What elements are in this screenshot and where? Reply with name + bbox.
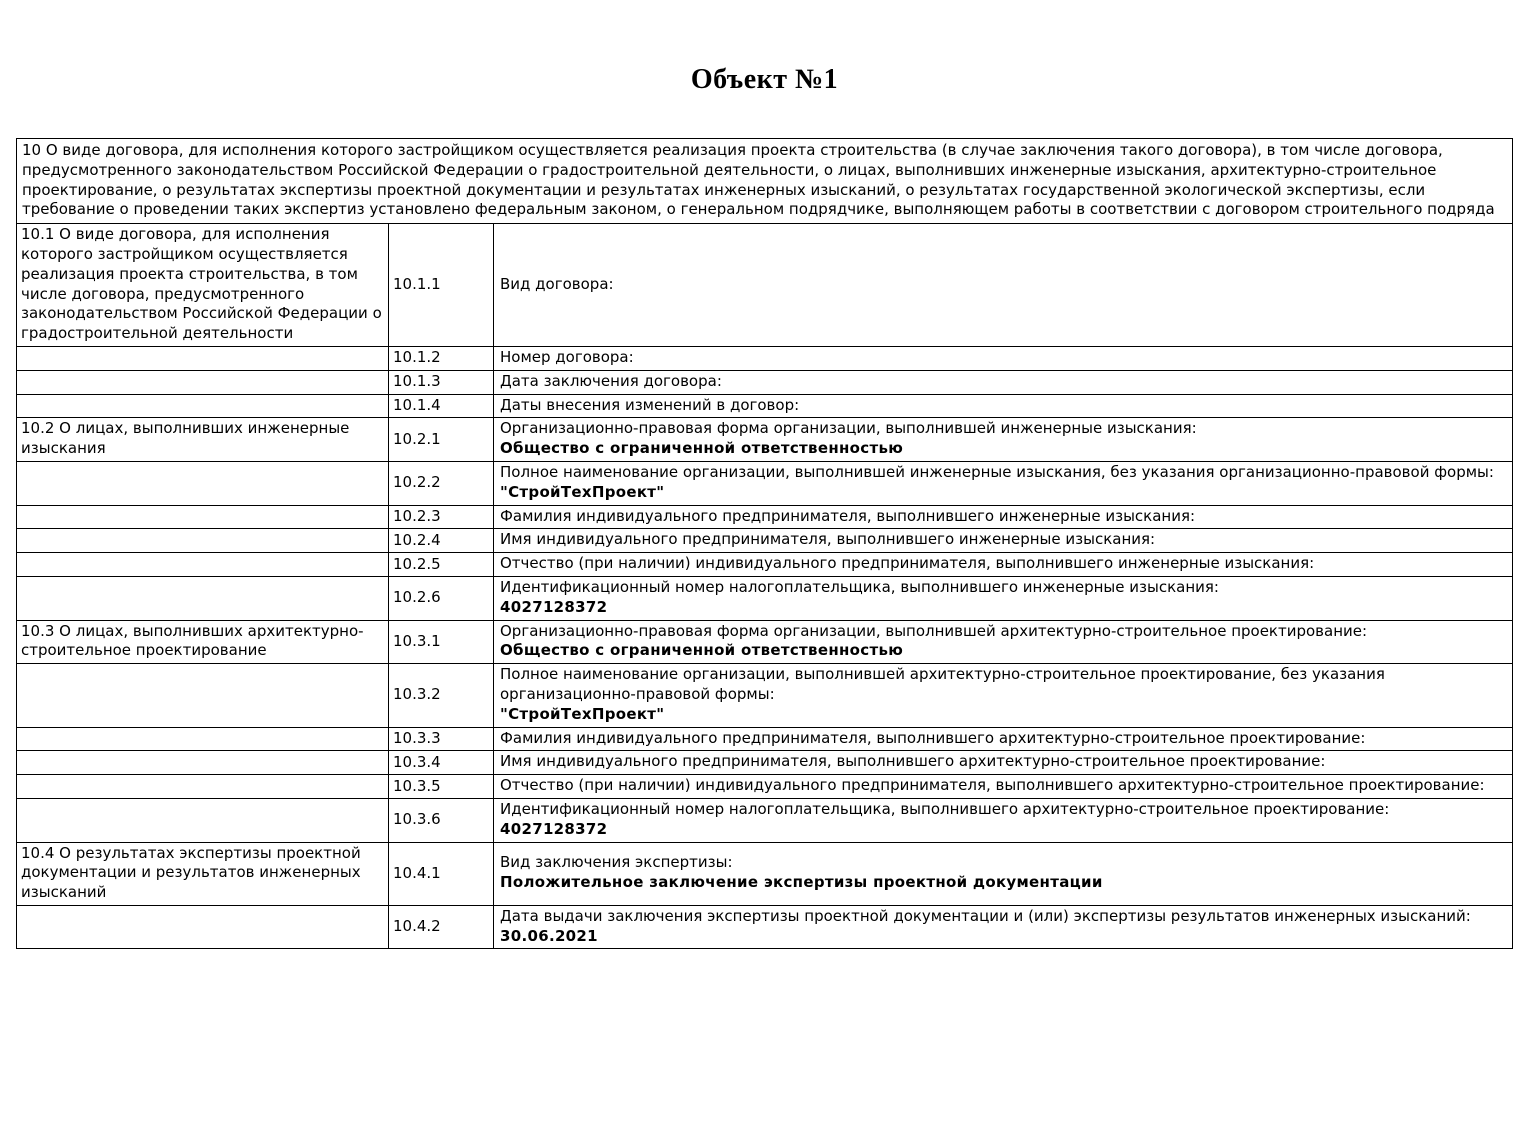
table-row xyxy=(17,461,1513,505)
row-label: Дата заключения договора: xyxy=(500,371,722,390)
row-content-cell xyxy=(494,529,1513,553)
row-label: Имя индивидуального предпринимателя, выполнившего архитектурно-строительное проектирование: xyxy=(500,752,1326,771)
table-row xyxy=(17,224,1513,347)
table-row xyxy=(17,346,1513,370)
row-category-cell xyxy=(17,505,389,529)
row-category-cell xyxy=(17,664,389,727)
row-category-cell xyxy=(17,346,389,370)
row-category-cell xyxy=(17,461,389,505)
row-category-cell xyxy=(17,576,389,620)
row-label: Идентификационный номер налогоплательщика, выполнившего инженерные изыскания: xyxy=(500,577,1219,596)
row-category-cell xyxy=(17,775,389,799)
row-value: Общество с ограниченной ответственностью xyxy=(500,641,904,660)
row-number-cell: 10.3.4 xyxy=(389,751,494,775)
table-row xyxy=(17,576,1513,620)
row-content-cell xyxy=(494,842,1513,905)
row-content-cell xyxy=(494,727,1513,751)
row-label: Имя индивидуального предпринимателя, выполнившего инженерные изыскания: xyxy=(500,530,1156,549)
row-value: 4027128372 xyxy=(500,819,608,838)
row-content-cell xyxy=(494,394,1513,418)
row-number-cell: 10.2.1 xyxy=(389,418,494,462)
row-number-cell: 10.1.1 xyxy=(389,224,494,347)
table-row xyxy=(17,775,1513,799)
row-category-cell xyxy=(17,727,389,751)
row-content-cell xyxy=(494,664,1513,727)
row-number-cell: 10.3.6 xyxy=(389,798,494,842)
row-value: 4027128372 xyxy=(500,597,608,616)
row-label: Даты внесения изменений в договор: xyxy=(500,395,800,414)
table-row xyxy=(17,664,1513,727)
row-content-cell xyxy=(494,775,1513,799)
row-content-cell xyxy=(494,751,1513,775)
row-category-cell xyxy=(17,798,389,842)
row-content-cell xyxy=(494,576,1513,620)
row-number-cell: 10.2.3 xyxy=(389,505,494,529)
table-row xyxy=(17,394,1513,418)
row-label: Вид договора: xyxy=(500,274,614,293)
row-label: Полное наименование организации, выполнившей инженерные изыскания, без указания организационно-правовой формы: xyxy=(500,462,1494,481)
row-label: Номер договора: xyxy=(500,347,634,366)
row-content-cell xyxy=(494,224,1513,347)
row-number-cell: 10.3.3 xyxy=(389,727,494,751)
row-number-cell: 10.2.6 xyxy=(389,576,494,620)
row-label: Полное наименование организации, выполнившей архитектурно-строительное проектирование, без указания организационно-правовой формы: xyxy=(500,665,1385,703)
row-number-cell: 10.2.2 xyxy=(389,461,494,505)
table-row xyxy=(17,727,1513,751)
section-header-row xyxy=(17,139,1513,224)
row-label: Организационно-правовая форма организации, выполнившей архитектурно-строительное проектирование: xyxy=(500,621,1368,640)
row-content-cell xyxy=(494,505,1513,529)
row-value: 30.06.2021 xyxy=(500,926,598,945)
row-category-cell xyxy=(17,370,389,394)
table-row xyxy=(17,842,1513,905)
row-content-cell xyxy=(494,620,1513,664)
row-number-cell: 10.3.2 xyxy=(389,664,494,727)
row-category-cell: 10.2 О лицах, выполнивших инженерные изыскания xyxy=(17,418,389,462)
row-value: Общество с ограниченной ответственностью xyxy=(500,439,904,458)
row-category-cell xyxy=(17,529,389,553)
row-value: "СтройТехПроект" xyxy=(500,482,665,501)
row-label: Дата выдачи заключения экспертизы проектной документации и (или) экспертизы результатов инженерных изысканий: xyxy=(500,906,1471,925)
row-category-cell: 10.1 О виде договора, для исполнения которого застройщиком осуществляется реализация проекта строительства, в том числе договора, предусмотренного законодательством Российской Федерации о градостроительной деятельности xyxy=(17,224,389,347)
table-row xyxy=(17,529,1513,553)
row-content-cell xyxy=(494,346,1513,370)
row-category-cell xyxy=(17,751,389,775)
row-number-cell: 10.4.2 xyxy=(389,905,494,949)
row-label: Фамилия индивидуального предпринимателя, выполнившего архитектурно-строительное проектирование: xyxy=(500,728,1366,747)
section-10-header: 10 О виде договора, для исполнения которого застройщиком осуществляется реализация проекта строительства (в случае заключения такого договора), в том числе договора, предусмотренного законодательством Российской Федерации о градостроительной деятельности, о лицах, выполнивших инженерные изыскания, архитектурно-строительное проектирование, о результатах экспертизы проектной документации и результатах инженерных изысканий, о результатах государственной экологической экспертизы, если требование о проведении таких экспертиз установлено федеральным законом, о генеральном подрядчике, выполняющем работы в соответствии с договором строительного подряда xyxy=(17,139,1513,224)
row-label: Отчество (при наличии) индивидуального предпринимателя, выполнившего инженерные изыскания: xyxy=(500,554,1315,573)
row-value: Положительное заключение экспертизы проектной документации xyxy=(500,873,1103,892)
row-number-cell: 10.1.4 xyxy=(389,394,494,418)
row-label: Вид заключения экспертизы: xyxy=(500,853,733,872)
table-row xyxy=(17,553,1513,577)
row-label: Фамилия индивидуального предпринимателя, выполнившего инженерные изыскания: xyxy=(500,506,1196,525)
row-category-cell xyxy=(17,394,389,418)
row-value: "СтройТехПроект" xyxy=(500,704,665,723)
table-row xyxy=(17,798,1513,842)
row-content-cell xyxy=(494,461,1513,505)
table-row xyxy=(17,418,1513,462)
table-row xyxy=(17,905,1513,949)
row-number-cell: 10.2.5 xyxy=(389,553,494,577)
row-category-cell xyxy=(17,553,389,577)
row-content-cell xyxy=(494,798,1513,842)
row-label: Отчество (при наличии) индивидуального предпринимателя, выполнившего архитектурно-строительное проектирование: xyxy=(500,776,1485,795)
table-row xyxy=(17,620,1513,664)
row-label: Идентификационный номер налогоплательщика, выполнившего архитектурно-строительное проектирование: xyxy=(500,799,1390,818)
row-content-cell xyxy=(494,418,1513,462)
row-number-cell: 10.3.1 xyxy=(389,620,494,664)
row-number-cell: 10.2.4 xyxy=(389,529,494,553)
row-number-cell: 10.1.3 xyxy=(389,370,494,394)
row-category-cell: 10.4 О результатах экспертизы проектной документации и результатов инженерных изысканий xyxy=(17,842,389,905)
row-number-cell: 10.4.1 xyxy=(389,842,494,905)
declaration-table xyxy=(16,138,1513,949)
row-content-cell xyxy=(494,553,1513,577)
table-row xyxy=(17,505,1513,529)
row-number-cell: 10.3.5 xyxy=(389,775,494,799)
row-number-cell: 10.1.2 xyxy=(389,346,494,370)
page-title: Объект №1 xyxy=(690,64,839,95)
table-row xyxy=(17,370,1513,394)
row-category-cell xyxy=(17,905,389,949)
table-row xyxy=(17,751,1513,775)
row-content-cell xyxy=(494,370,1513,394)
row-category-cell: 10.3 О лицах, выполнивших архитектурно-строительное проектирование xyxy=(17,620,389,664)
row-label: Организационно-правовая форма организации, выполнившей инженерные изыскания: xyxy=(500,419,1197,438)
row-content-cell xyxy=(494,905,1513,949)
